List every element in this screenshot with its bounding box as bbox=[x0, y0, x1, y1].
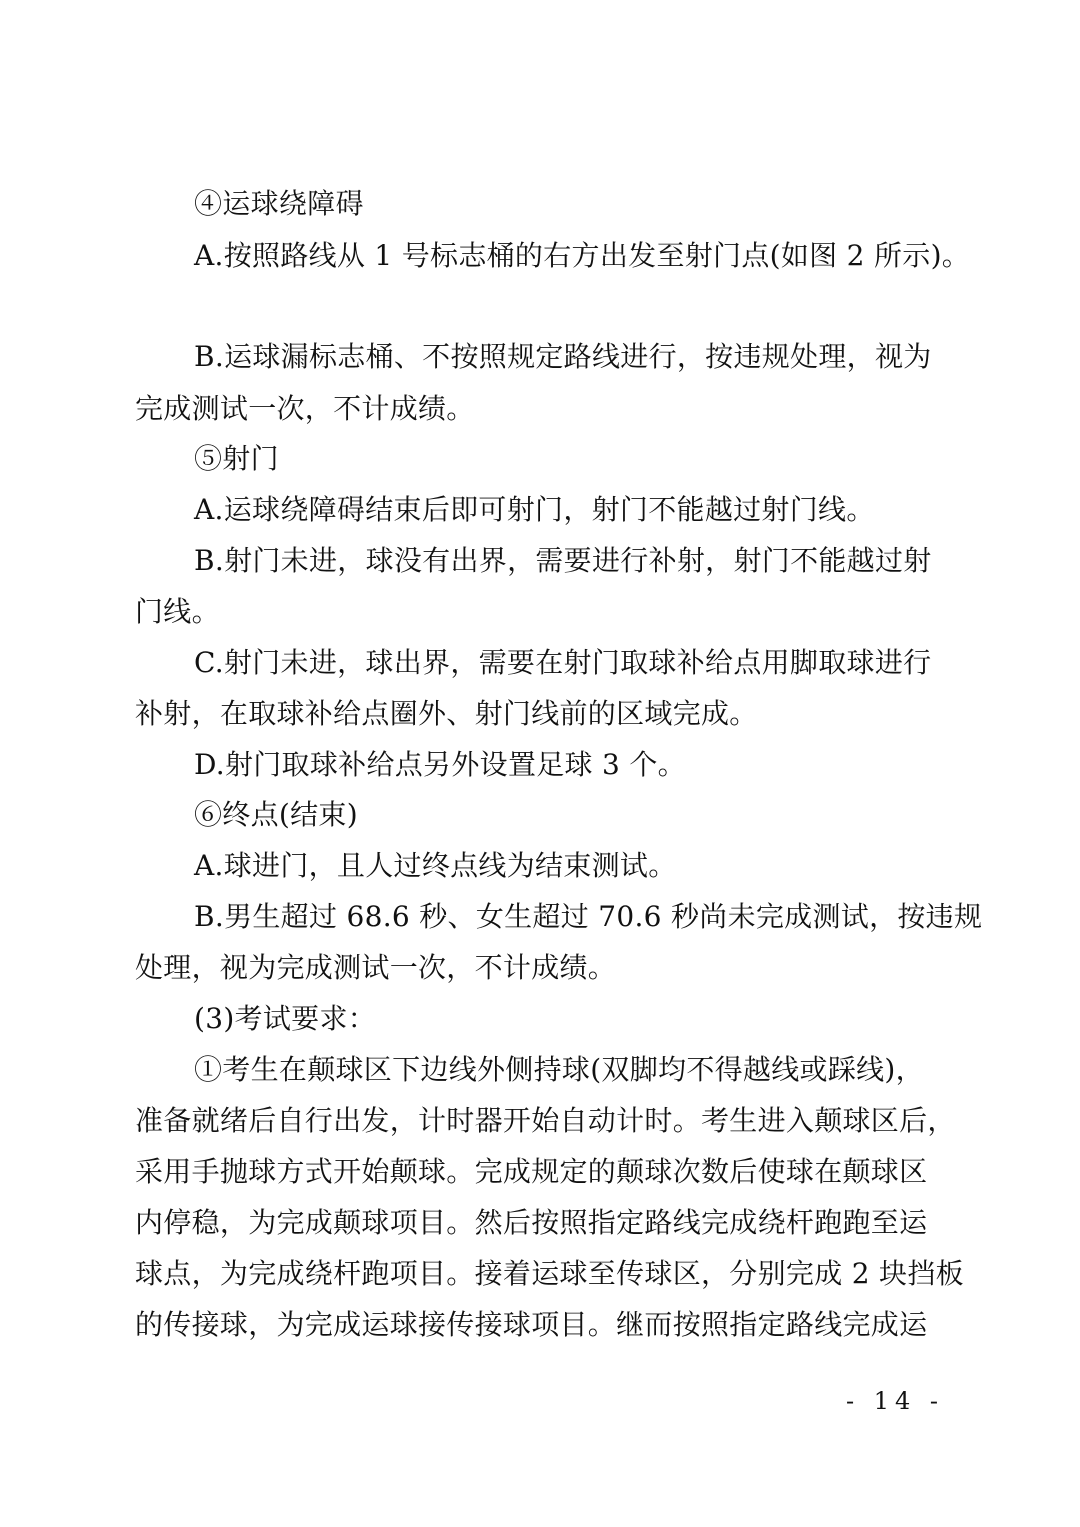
paragraph-line: 球点，为完成绕杆跑项目。接着运球至传球区，分别完成 2 块挡板 bbox=[135, 1257, 964, 1290]
paragraph-line: A.球进门，且人过终点线为结束测试。 bbox=[194, 849, 677, 882]
paragraph-line: 内停稳，为完成颠球项目。然后按照指定路线完成绕杆跑跑至运 bbox=[135, 1206, 928, 1239]
paragraph-line: 采用手抛球方式开始颠球。完成规定的颠球次数后使球在颠球区 bbox=[135, 1155, 928, 1188]
paragraph-line: 补射，在取球补给点圈外、射门线前的区域完成。 bbox=[135, 697, 758, 730]
paragraph-line: 的传接球，为完成运球接传接球项目。继而按照指定路线完成运 bbox=[135, 1308, 928, 1341]
paragraph-line: A.运球绕障碍结束后即可射门，射门不能越过射门线。 bbox=[194, 493, 875, 526]
section-heading-dribble-obstacles: ④运球绕障碍 bbox=[194, 187, 364, 220]
paragraph-line: 门线。 bbox=[135, 595, 220, 628]
paragraph-line: D.射门取球补给点另外设置足球 3 个。 bbox=[194, 748, 686, 781]
page-number: - 14 - bbox=[846, 1387, 945, 1415]
section-heading-exam-requirements: (3)考试要求： bbox=[194, 1002, 377, 1035]
paragraph-line: ①考生在颠球区下边线外侧持球(双脚均不得越线或踩线)， bbox=[194, 1053, 924, 1086]
paragraph-line: B.男生超过 68.6 秒、女生超过 70.6 秒尚未完成测试，按违规 bbox=[194, 900, 983, 933]
section-heading-finish: ⑥终点(结束) bbox=[194, 798, 358, 831]
section-heading-shooting: ⑤射门 bbox=[194, 442, 279, 475]
paragraph-line: 处理，视为完成测试一次，不计成绩。 bbox=[135, 951, 617, 984]
paragraph-line: 准备就绪后自行出发，计时器开始自动计时。考生进入颠球区后， bbox=[135, 1104, 956, 1137]
paragraph-line: B.运球漏标志桶、不按照规定路线进行，按违规处理，视为 bbox=[194, 340, 932, 373]
paragraph-line: 完成测试一次，不计成绩。 bbox=[135, 392, 475, 425]
paragraph-line: B.射门未进，球没有出界，需要进行补射，射门不能越过射 bbox=[194, 544, 932, 577]
paragraph-line: A.按照路线从 1 号标志桶的右方出发至射门点(如图 2 所示)。 bbox=[194, 239, 971, 272]
paragraph-line: C.射门未进，球出界，需要在射门取球补给点用脚取球进行 bbox=[194, 646, 932, 679]
